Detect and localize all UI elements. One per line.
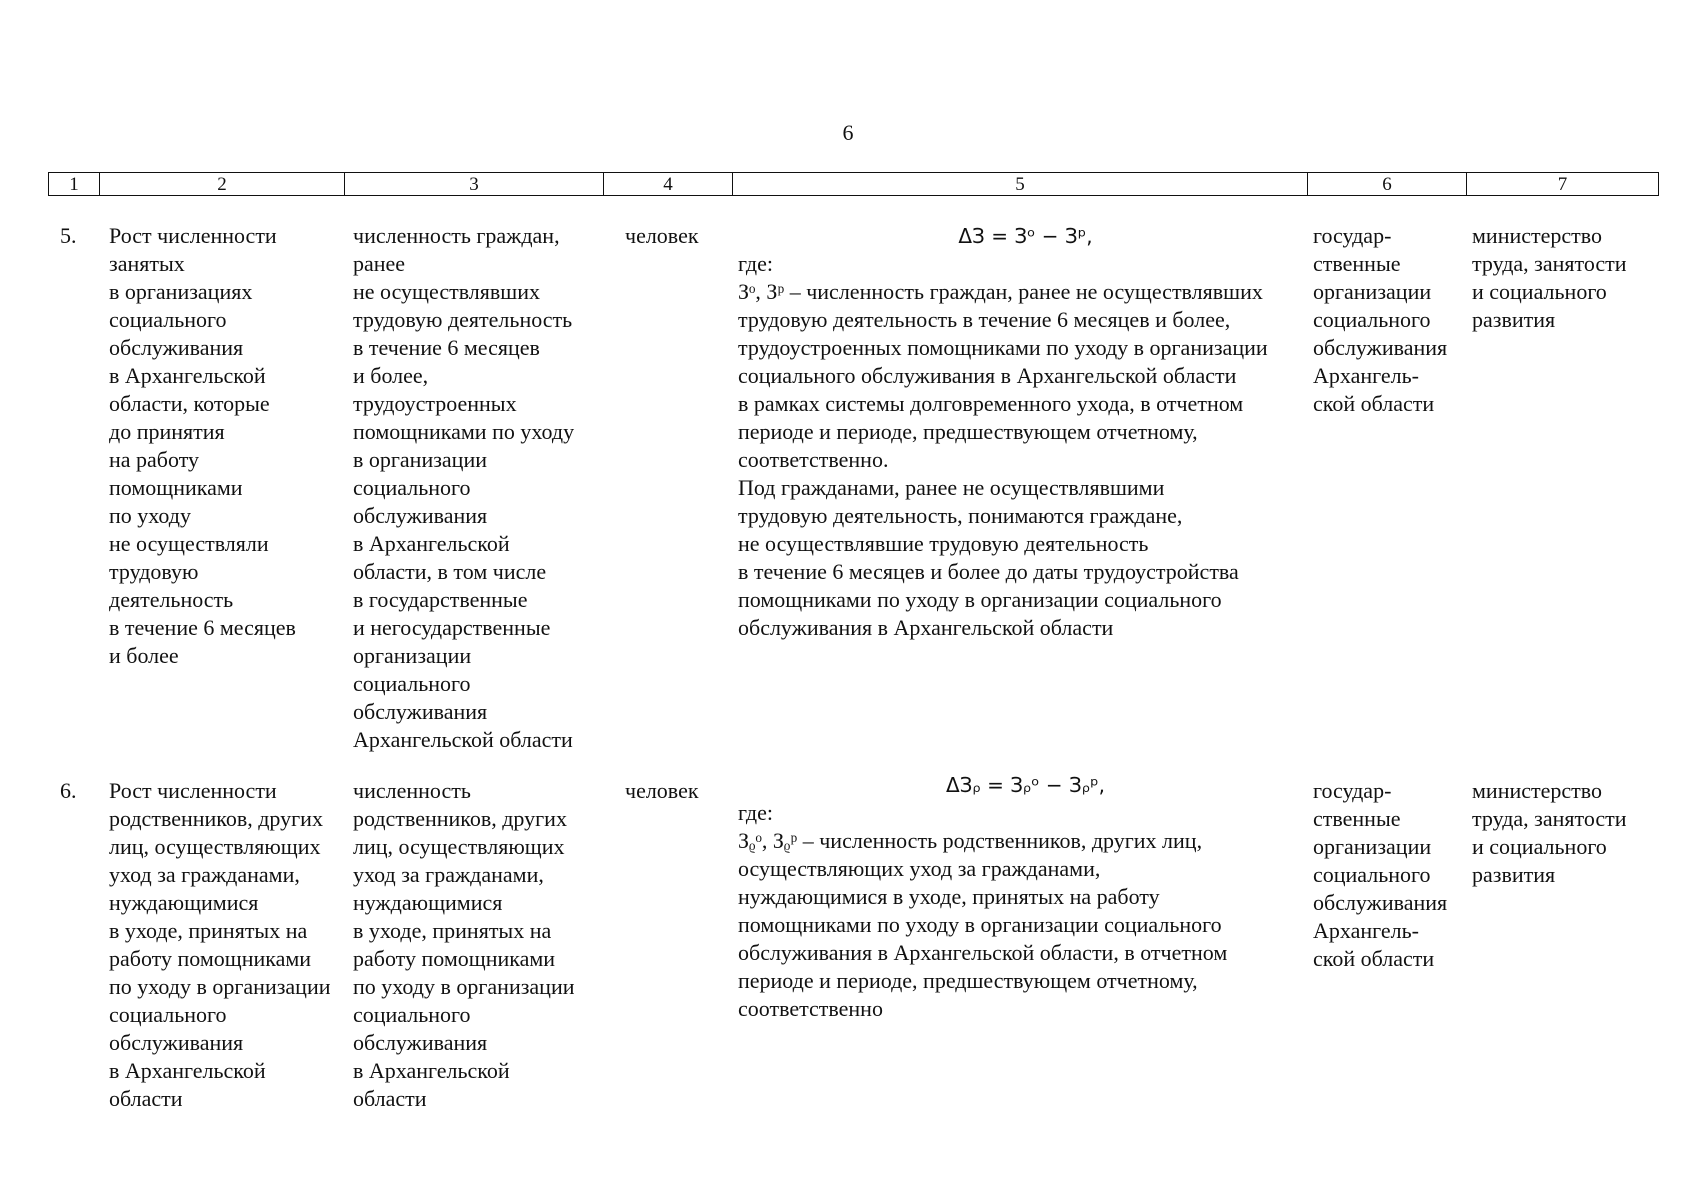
text-line: ранее <box>353 251 406 276</box>
indicator-definition <box>353 777 603 1113</box>
text-line: и социального <box>1472 834 1607 859</box>
text-line: Под гражданами, ранее не осуществлявшими <box>738 475 1165 500</box>
text-line: обслуживания <box>353 1030 488 1055</box>
text-line: трудовую деятельность <box>353 307 573 332</box>
text-line: области, в том числе <box>353 559 547 584</box>
text-line: в Архангельской <box>109 1058 266 1083</box>
text-line: в уходе, принятых на <box>353 918 552 943</box>
text-line: социального обслуживания в Архангельской области <box>738 363 1237 388</box>
text-line: в государственные <box>353 587 528 612</box>
text-line: в Архангельской <box>353 1058 510 1083</box>
formula: ΔЗᵨ = Зᵨᵒ − Зᵨᵖ, <box>946 773 1105 797</box>
text-line: помощниками по уходу в организации социального <box>738 912 1222 937</box>
text-line: помощниками по уходу <box>353 419 575 444</box>
unit: человек <box>625 223 699 248</box>
text-line: социального <box>353 475 471 500</box>
text-line: помощниками <box>109 475 243 500</box>
text-line: Архангель- <box>1313 363 1419 388</box>
text-line: периоде и периоде, предшествующем отчетному, <box>738 419 1198 444</box>
text-line: в уходе, принятых на <box>109 918 308 943</box>
text-line: обслуживания <box>1313 890 1448 915</box>
text-line: лиц, осуществляющих <box>353 834 565 859</box>
text-line: до принятия <box>109 419 225 444</box>
responsible-body <box>1472 222 1652 334</box>
text-line: обслуживания <box>1313 335 1448 360</box>
text-line: обслуживания в Архангельской области, в отчетном <box>738 940 1228 965</box>
text-line: численность граждан, <box>353 223 560 248</box>
indicator-definition <box>353 222 603 754</box>
page-number: 6 <box>842 120 854 145</box>
text-line: помощниками по уходу в организации социального <box>738 587 1222 612</box>
text-line: области <box>353 1086 427 1111</box>
column-number-header <box>48 172 1659 196</box>
text-line: Рост численности <box>109 223 277 248</box>
header-col-5: 5 <box>733 173 1308 196</box>
text-line: и более, <box>353 363 429 388</box>
text-line: обслуживания <box>353 699 488 724</box>
text-line: в течение 6 месяцев <box>353 335 540 360</box>
text-line: не осуществлявшие трудовую деятельность <box>738 531 1149 556</box>
text-line: уход за гражданами, <box>109 862 300 887</box>
text-line: Рост численности <box>109 778 277 803</box>
text-line: ской области <box>1313 391 1435 416</box>
text-line: социального <box>109 307 227 332</box>
text-line: по уходу в организации <box>353 974 575 999</box>
text-line: ской области <box>1313 946 1435 971</box>
text-line: трудовую деятельность в течение 6 месяцев и более, <box>738 307 1231 332</box>
text-line: обслуживания в Архангельской области <box>738 615 1114 640</box>
text-line: по уходу <box>109 503 191 528</box>
text-line: труда, занятости <box>1472 806 1627 831</box>
row-number: 5. <box>60 223 77 248</box>
text-line: государ- <box>1313 223 1392 248</box>
text-line: социального <box>353 671 471 696</box>
text-line: в Архангельской <box>109 363 266 388</box>
responsible-body <box>1472 777 1652 889</box>
header-col-2: 2 <box>100 173 345 196</box>
header-col-3: 3 <box>345 173 604 196</box>
text-line: нуждающимися <box>109 890 259 915</box>
text-line: лиц, осуществляющих <box>109 834 321 859</box>
text-line: Зᵨᵒ, Зᵨᵖ – численность родственников, других лиц, <box>738 828 1203 853</box>
text-line: численность <box>353 778 471 803</box>
text-line: на работу <box>109 447 200 472</box>
text-line: нуждающимися в уходе, принятых на работу <box>738 884 1160 909</box>
text-line: Зᵒ, Зᵖ – численность граждан, ранее не осуществлявших <box>738 279 1263 304</box>
data-source <box>1313 777 1463 973</box>
header-col-7: 7 <box>1467 173 1659 196</box>
text-line: осуществляющих уход за гражданами, <box>738 856 1101 881</box>
text-line: ственные <box>1313 251 1401 276</box>
text-line: соответственно <box>738 996 883 1021</box>
calculation-method <box>738 222 1313 642</box>
text-line: нуждающимися <box>353 890 503 915</box>
text-line: где: <box>738 251 773 276</box>
text-line: в организации <box>353 447 487 472</box>
text-line: Архангель- <box>1313 918 1419 943</box>
text-line: в рамках системы долговременного ухода, в отчетном <box>738 391 1244 416</box>
text-line: министерство <box>1472 223 1603 248</box>
text-line: и более <box>109 643 179 668</box>
text-line: обслуживания <box>109 335 244 360</box>
unit: человек <box>625 778 699 803</box>
text-line: родственников, других <box>353 806 567 831</box>
text-line: соответственно. <box>738 447 889 472</box>
text-line: трудоустроенных помощниками по уходу в организации <box>738 335 1268 360</box>
text-line: государ- <box>1313 778 1392 803</box>
text-line: обслуживания <box>353 503 488 528</box>
text-line: трудовую деятельность, понимаются граждане, <box>738 503 1183 528</box>
text-line: развития <box>1472 307 1556 332</box>
calculation-method <box>738 773 1313 1023</box>
text-line: социального <box>1313 862 1431 887</box>
text-line: обслуживания <box>109 1030 244 1055</box>
text-line: в течение 6 месяцев и более до даты трудоустройства <box>738 559 1239 584</box>
text-line: в организациях <box>109 279 253 304</box>
text-line: организации <box>353 643 472 668</box>
text-line: по уходу в организации <box>109 974 331 999</box>
text-line: области, которые <box>109 391 270 416</box>
text-line: периоде и периоде, предшествующем отчетному, <box>738 968 1198 993</box>
text-line: труда, занятости <box>1472 251 1627 276</box>
text-line: Архангельской области <box>353 727 573 752</box>
text-line: и социального <box>1472 279 1607 304</box>
formula: ΔЗ = Зᵒ − Зᵖ, <box>958 224 1093 248</box>
text-line: и негосударственные <box>353 615 551 640</box>
text-line: трудоустроенных <box>353 391 517 416</box>
header-col-1: 1 <box>49 173 100 196</box>
indicator-name <box>109 777 339 1113</box>
text-line: социального <box>1313 307 1431 332</box>
text-line: родственников, других <box>109 806 323 831</box>
text-line: развития <box>1472 862 1556 887</box>
header-col-6: 6 <box>1308 173 1467 196</box>
text-line: социального <box>109 1002 227 1027</box>
text-line: работу помощниками <box>109 946 312 971</box>
text-line: работу помощниками <box>353 946 556 971</box>
text-line: в Архангельской <box>353 531 510 556</box>
data-source <box>1313 222 1463 418</box>
text-line: организации <box>1313 834 1432 859</box>
text-line: социального <box>353 1002 471 1027</box>
text-line: где: <box>738 800 773 825</box>
text-line: деятельность <box>109 587 234 612</box>
text-line: организации <box>1313 279 1432 304</box>
text-line: министерство <box>1472 778 1603 803</box>
row-number: 6. <box>60 778 77 803</box>
text-line: в течение 6 месяцев <box>109 615 296 640</box>
text-line: уход за гражданами, <box>353 862 544 887</box>
header-col-4: 4 <box>604 173 733 196</box>
text-line: не осуществляли <box>109 531 269 556</box>
text-line: трудовую <box>109 559 199 584</box>
indicator-name <box>109 222 339 670</box>
text-line: занятых <box>109 251 185 276</box>
text-line: области <box>109 1086 183 1111</box>
text-line: ственные <box>1313 806 1401 831</box>
text-line: не осуществлявших <box>353 279 540 304</box>
